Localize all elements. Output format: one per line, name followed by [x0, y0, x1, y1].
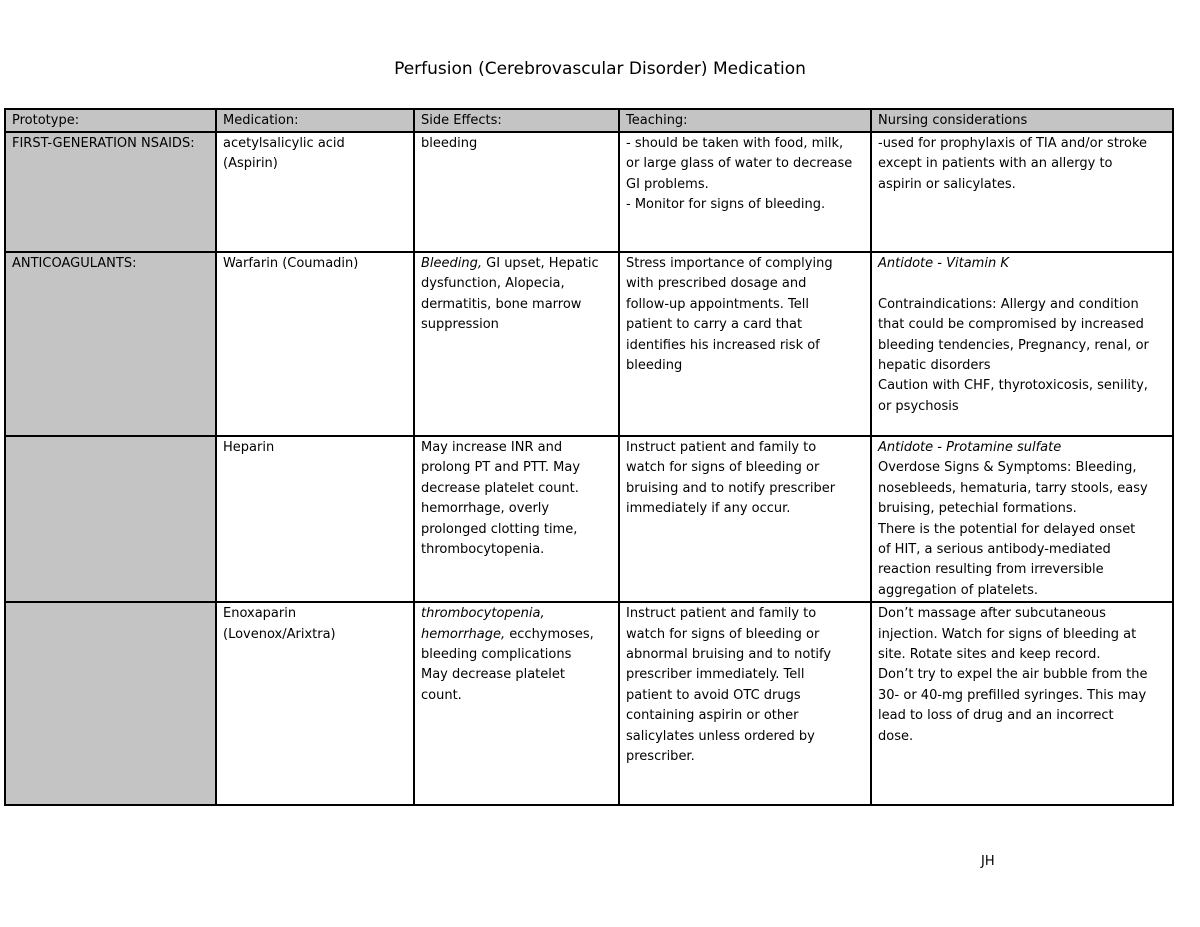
medication-line: acetylsalicylic acid: [223, 136, 345, 151]
teaching-line: containing aspirin or other: [626, 708, 799, 724]
side-effects-line: [421, 254, 613, 274]
header-medication: Medication:: [216, 109, 414, 132]
prototype-cell: [5, 132, 216, 252]
teaching-cell: [619, 436, 871, 602]
document-title: Perfusion (Cerebrovascular Disorder) Medication: [394, 59, 806, 79]
prototype-cell: [5, 252, 216, 436]
header-nursing-considerations: Nursing considerations: [871, 109, 1173, 132]
nursing-line: Don’t try to expel the air bubble from the: [878, 667, 1148, 683]
side-effects-cell: [414, 132, 619, 252]
teaching-line: Instruct patient and family to: [626, 440, 817, 455]
antidote-line: Antidote - Protamine sulfate: [878, 440, 1062, 455]
side-effects-italic: Bleeding,: [421, 256, 483, 271]
nursing-line: bleeding tendencies, Pregnancy, renal, or: [878, 337, 1149, 353]
side-effects-text: GI upset, Hepatic: [482, 256, 599, 271]
side-effects-line: bleeding: [421, 136, 478, 151]
table-row: [5, 436, 1173, 602]
side-effects-line: hemorrhage, overly: [421, 501, 550, 517]
nursing-line: nosebleeds, hematuria, tarry stools, easy: [878, 480, 1148, 496]
teaching-line: follow-up appointments. Tell: [626, 296, 810, 312]
nursing-line: -used for prophylaxis of TIA and/or stroke: [878, 136, 1148, 151]
side-effects-cell: [414, 436, 619, 602]
teaching-line: watch for signs of bleeding or: [626, 460, 820, 476]
teaching-line: identifies his increased risk of: [626, 337, 820, 353]
side-effects-line: dysfunction, Alopecia,: [421, 276, 565, 292]
side-effects-cell: [414, 252, 619, 436]
nursing-line: site. Rotate sites and keep record.: [878, 647, 1101, 663]
table-row: [5, 602, 1173, 805]
nursing-line: injection. Watch for signs of bleeding at: [878, 626, 1137, 642]
prototype-cell: [5, 436, 216, 602]
side-effects-line: bleeding complications: [421, 647, 572, 663]
nursing-line: aggregation of platelets.: [878, 582, 1038, 598]
nursing-line: that could be compromised by increased: [878, 317, 1144, 333]
antidote-line: Antidote - Vitamin K: [878, 256, 1009, 271]
prototype-label: ANTICOAGULANTS:: [12, 256, 137, 271]
side-effects-line: May decrease platelet: [421, 667, 565, 683]
teaching-line: abnormal bruising and to notify: [626, 647, 832, 663]
header-side-effects: Side Effects:: [414, 109, 619, 132]
teaching-line: prescriber immediately. Tell: [626, 667, 805, 683]
nursing-cell: [871, 436, 1173, 602]
teaching-cell: [619, 132, 871, 252]
header-row: [5, 109, 1173, 132]
teaching-line: bleeding: [626, 358, 683, 374]
side-effects-line: suppression: [421, 317, 499, 333]
teaching-cell: [619, 602, 871, 805]
teaching-line: or large glass of water to decrease: [626, 156, 853, 172]
nursing-cell: [871, 602, 1173, 805]
medication-line: (Aspirin): [223, 156, 278, 172]
footer-initials: JH: [981, 854, 995, 869]
prototype-label: FIRST-GENERATION NSAIDS:: [12, 136, 195, 151]
medication-cell: [216, 252, 414, 436]
nursing-line: Don’t massage after subcutaneous: [878, 606, 1106, 622]
medication-line: Warfarin (Coumadin): [223, 256, 359, 271]
medication-line: Enoxaparin: [223, 606, 297, 622]
table-row: [5, 252, 1173, 436]
nursing-line: lead to loss of drug and an incorrect: [878, 708, 1114, 724]
nursing-line: dose.: [878, 728, 914, 744]
side-effects-line: prolong PT and PTT. May: [421, 460, 581, 476]
teaching-line: immediately if any occur.: [626, 501, 791, 517]
side-effects-line: count.: [421, 687, 462, 703]
header-teaching: Teaching:: [619, 109, 871, 132]
side-effects-line: prolonged clotting time,: [421, 521, 578, 537]
side-effects-italic: thrombocytopenia,: [421, 606, 545, 622]
side-effects-line: decrease platelet count.: [421, 480, 579, 496]
nursing-line: of HIT, a serious antibody-mediated: [878, 542, 1111, 558]
teaching-line: Instruct patient and family to: [626, 606, 817, 622]
nursing-line: or psychosis: [878, 398, 959, 414]
teaching-line: patient to carry a card that: [626, 317, 803, 333]
teaching-line: watch for signs of bleeding or: [626, 626, 820, 642]
medication-cell: [216, 602, 414, 805]
nursing-line: Caution with CHF, thyrotoxicosis, senility,: [878, 378, 1148, 394]
nursing-cell: [871, 132, 1173, 252]
prototype-cell: [5, 602, 216, 805]
medication-cell: [216, 436, 414, 602]
side-effects-line: May increase INR and: [421, 440, 563, 455]
medication-line: (Lovenox/Arixtra): [223, 626, 336, 642]
nursing-line: hepatic disorders: [878, 358, 991, 374]
nursing-line: 30- or 40-mg prefilled syringes. This may: [878, 687, 1147, 703]
teaching-line: GI problems.: [626, 176, 709, 192]
medication-line: Heparin: [223, 440, 275, 455]
nursing-line: bruising, petechial formations.: [878, 501, 1077, 517]
side-effects-line: thrombocytopenia.: [421, 542, 545, 558]
side-effects-italic: hemorrhage,: [421, 626, 506, 642]
teaching-line: Stress importance of complying: [626, 256, 833, 271]
nursing-line: Overdose Signs & Symptoms: Bleeding,: [878, 460, 1137, 476]
teaching-line: - should be taken with food, milk,: [626, 136, 844, 151]
teaching-line: salicylates unless ordered by: [626, 728, 815, 744]
side-effects-cell: [414, 602, 619, 805]
side-effects-text: ecchymoses,: [505, 626, 594, 642]
teaching-line: patient to avoid OTC drugs: [626, 687, 801, 703]
blank-line: [878, 274, 1167, 294]
side-effects-line: [421, 625, 613, 645]
nursing-line: reaction resulting from irreversible: [878, 562, 1104, 578]
medication-table: [4, 108, 1174, 806]
teaching-line: with prescribed dosage and: [626, 276, 807, 292]
header-prototype: Prototype:: [5, 109, 216, 132]
nursing-line: Contraindications: Allergy and condition: [878, 296, 1139, 312]
medication-cell: [216, 132, 414, 252]
teaching-cell: [619, 252, 871, 436]
nursing-line: There is the potential for delayed onset: [878, 521, 1136, 537]
teaching-line: bruising and to notify prescriber: [626, 480, 836, 496]
table-row: [5, 132, 1173, 252]
teaching-line: - Monitor for signs of bleeding.: [626, 197, 826, 213]
side-effects-line: dermatitis, bone marrow: [421, 296, 582, 312]
nursing-line: aspirin or salicylates.: [878, 176, 1016, 192]
nursing-line: except in patients with an allergy to: [878, 156, 1113, 172]
teaching-line: prescriber.: [626, 749, 695, 765]
nursing-cell: [871, 252, 1173, 436]
